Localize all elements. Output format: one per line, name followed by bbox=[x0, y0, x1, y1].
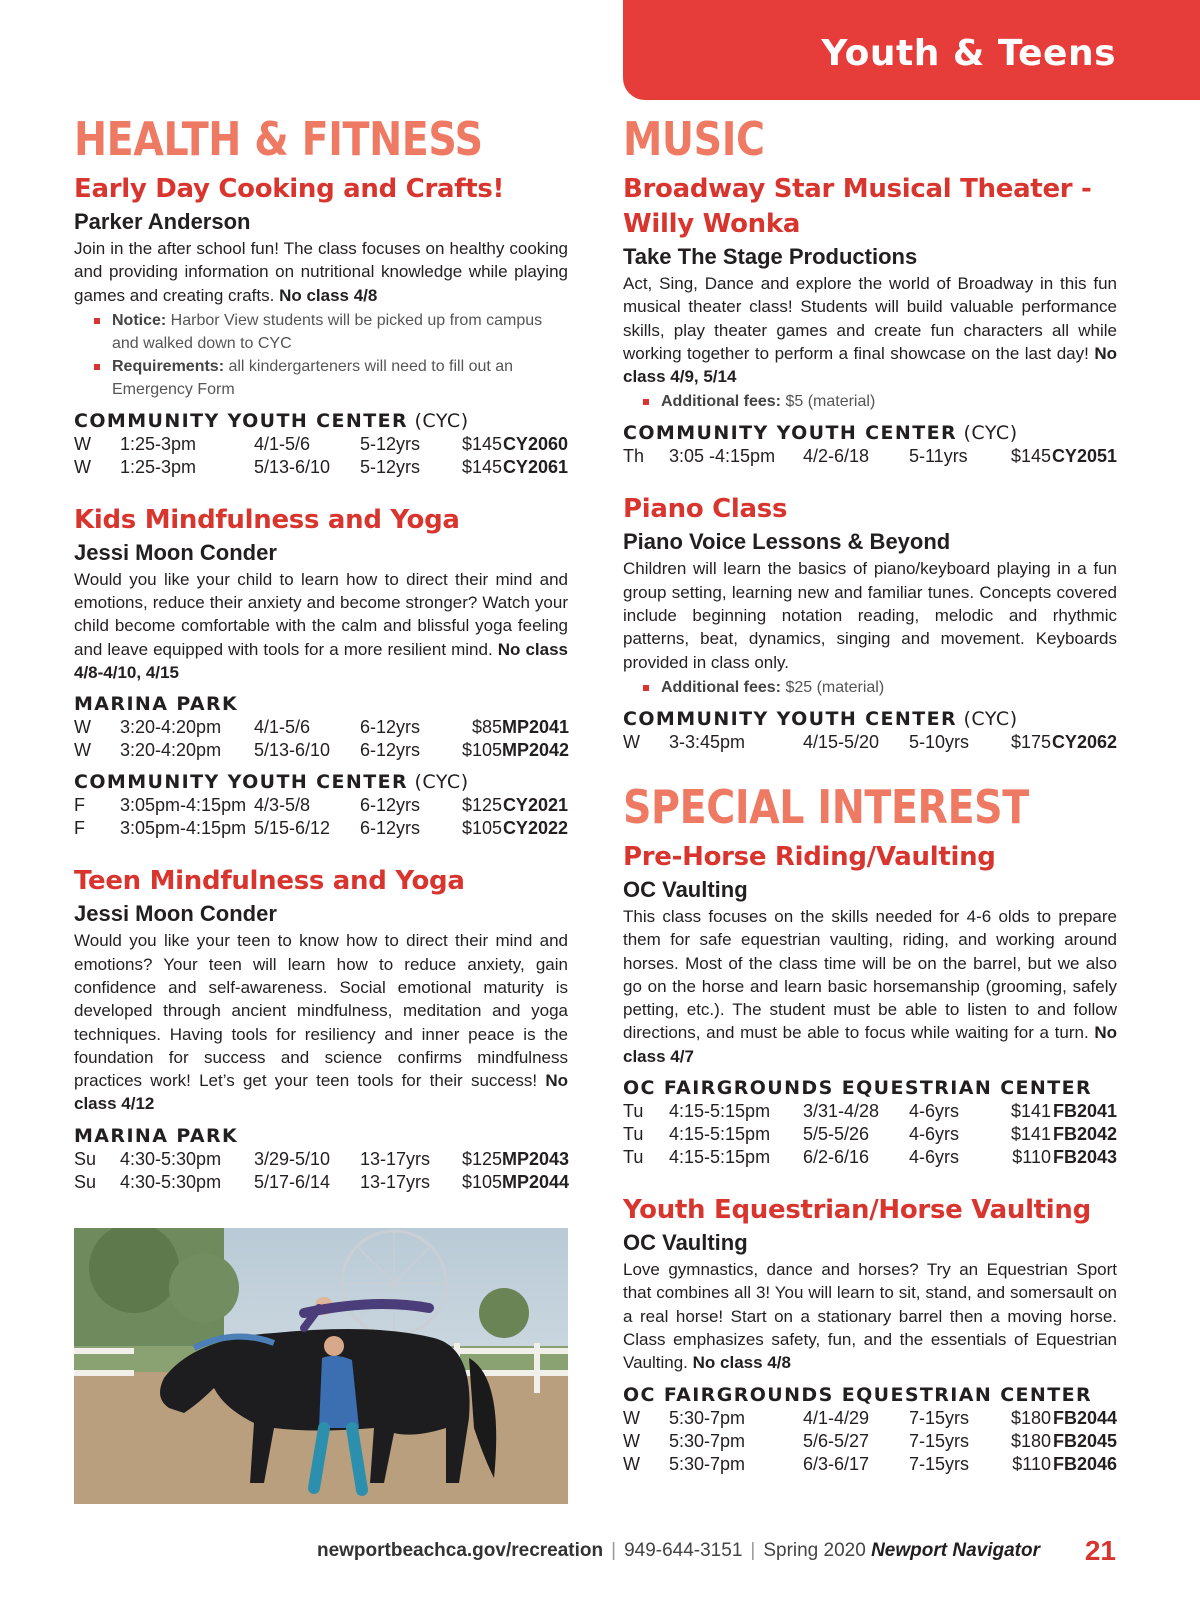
course-description bbox=[74, 237, 568, 307]
venue-name bbox=[74, 409, 568, 433]
schedule-row bbox=[623, 1407, 1117, 1430]
note-item bbox=[643, 390, 1117, 413]
schedule-row bbox=[623, 1100, 1117, 1123]
course-title: Teen Mindfulness and Yoga bbox=[74, 866, 465, 897]
course-instructor: Jessi Moon Conder bbox=[74, 539, 277, 565]
row-course-code[interactable]: CY2022 bbox=[502, 818, 568, 839]
row-time: 5:30-7pm bbox=[669, 1430, 746, 1451]
venue-label: COMMUNITY YOUTH CENTER bbox=[74, 771, 408, 794]
row-time: 5:30-7pm bbox=[669, 1407, 746, 1428]
schedule-row bbox=[623, 1146, 1117, 1169]
row-dates: 3/29-5/10 bbox=[254, 1148, 331, 1169]
no-class-note: No class 4/8 bbox=[692, 1353, 791, 1373]
course-instructor: OC Vaulting bbox=[623, 876, 748, 902]
schedule-row bbox=[74, 716, 568, 739]
course-instructor: Parker Anderson bbox=[74, 209, 251, 234]
venue-label: COMMUNITY YOUTH CENTER bbox=[74, 409, 408, 432]
course-instructor: OC Vaulting bbox=[623, 1230, 748, 1256]
row-day: W bbox=[623, 1430, 640, 1451]
schedule-row bbox=[74, 433, 568, 456]
row-day: W bbox=[623, 731, 640, 752]
note-label: Notice: bbox=[112, 311, 167, 329]
row-price: $145 bbox=[1010, 446, 1051, 467]
note-label: Requirements: bbox=[112, 357, 225, 375]
footer bbox=[0, 1535, 1200, 1575]
schedule-row bbox=[74, 1171, 568, 1194]
venue-name bbox=[623, 707, 1117, 731]
row-price: $125 bbox=[461, 1148, 502, 1169]
course-title: Broadway Star Musical Theater - Willy Wonka bbox=[623, 174, 1092, 239]
section-title: SPECIAL INTEREST bbox=[623, 779, 1029, 834]
row-ages: 5-11yrs bbox=[909, 446, 968, 467]
note-item bbox=[643, 676, 1117, 699]
row-course-code[interactable]: FB2045 bbox=[1052, 1430, 1117, 1451]
description-text: Would you like your teen to know how to direct their mind and emotions? Your teen will learn how to reduce anxiety, gain confidence and self-awareness. Social emotional maturity is developed through ancient mindfulness, meditation and yoga techniques. Having tools for resiliency and inner peace is the foundation for success and science confirms mindfulness practices work! Let’s get your teen tools for their success! bbox=[74, 931, 568, 1091]
row-day: Su bbox=[74, 1148, 97, 1169]
row-course-code[interactable]: FB2041 bbox=[1052, 1101, 1117, 1122]
row-day: F bbox=[74, 795, 85, 816]
row-dates: 5/13-6/10 bbox=[254, 740, 331, 761]
row-ages: 5-12yrs bbox=[360, 456, 421, 477]
schedule-row bbox=[74, 794, 568, 817]
row-course-code[interactable]: CY2060 bbox=[502, 433, 568, 454]
row-dates: 4/1-5/6 bbox=[254, 433, 311, 454]
note-text: $5 (material) bbox=[781, 393, 876, 411]
row-ages: 6-12yrs bbox=[360, 795, 421, 816]
header-tab bbox=[623, 0, 1200, 100]
row-ages: 4-6yrs bbox=[909, 1147, 960, 1168]
note-item bbox=[94, 309, 568, 355]
row-ages: 6-12yrs bbox=[360, 818, 421, 839]
venue-label: COMMUNITY YOUTH CENTER bbox=[623, 422, 957, 445]
row-dates: 4/1-5/6 bbox=[254, 717, 311, 738]
row-day: W bbox=[623, 1407, 640, 1428]
row-ages: 6-12yrs bbox=[360, 740, 421, 761]
tab-title: Youth & Teens bbox=[821, 33, 1116, 74]
row-time: 4:15-5:15pm bbox=[669, 1147, 771, 1168]
description-text: Love gymnastics, dance and horses? Try an Equestrian Sport that combines all 3! You will learn to sit, stand, and somersault on a real horse! Start on a stationary barrel then a moving horse. Class emphasizes safety, fun, and the essentials of Equestrian Vaulting. bbox=[623, 1260, 1117, 1373]
venue-name bbox=[623, 1076, 1117, 1100]
course-block bbox=[74, 503, 568, 840]
page-number: 21 bbox=[1084, 1535, 1116, 1566]
row-ages: 13-17yrs bbox=[360, 1171, 431, 1192]
note-label: Additional fees: bbox=[661, 678, 782, 696]
row-time: 3:20-4:20pm bbox=[120, 740, 222, 761]
venue-abbr: (CYC) bbox=[956, 422, 1018, 445]
no-class-note: No class 4/8-4/10, 4/15 bbox=[74, 639, 568, 683]
footer-magazine: Newport Navigator bbox=[871, 1540, 1040, 1561]
course-description bbox=[623, 1258, 1117, 1374]
row-time: 4:15-5:15pm bbox=[669, 1124, 771, 1145]
no-class-note: No class 4/9, 5/14 bbox=[623, 343, 1117, 387]
row-price: $125 bbox=[461, 795, 502, 816]
row-price: $105 bbox=[461, 818, 502, 839]
row-dates: 5/13-6/10 bbox=[254, 456, 331, 477]
course-description bbox=[74, 568, 568, 684]
schedule-row bbox=[623, 731, 1117, 754]
course-title: Kids Mindfulness and Yoga bbox=[74, 504, 460, 535]
left-column bbox=[74, 110, 568, 1218]
row-dates: 5/15-6/12 bbox=[254, 818, 331, 839]
row-dates: 4/3-5/8 bbox=[254, 795, 311, 816]
course-instructor: Piano Voice Lessons & Beyond bbox=[623, 529, 951, 555]
note-text: Harbor View students will be picked up from campus and walked down to CYC bbox=[112, 311, 543, 352]
venue-label: MARINA PARK bbox=[74, 1124, 239, 1147]
venue-label: OC FAIRGROUNDS EQUESTRIAN CENTER bbox=[623, 1077, 1092, 1100]
row-price: $180 bbox=[1010, 1430, 1051, 1451]
row-time: 3:05pm-4:15pm bbox=[120, 795, 247, 816]
course-notes bbox=[74, 309, 568, 401]
row-dates: 4/2-6/18 bbox=[803, 446, 870, 467]
row-price: $105 bbox=[461, 740, 502, 761]
footer-text: newportbeachca.gov/recreation | 949-644-3151 | Spring 2020 Newport Navigator bbox=[316, 1540, 1040, 1561]
row-course-code[interactable]: CY2062 bbox=[1051, 731, 1117, 752]
no-class-note: No class 4/12 bbox=[74, 1071, 568, 1114]
schedule-row bbox=[74, 739, 568, 762]
description-text: Act, Sing, Dance and explore the world of Broadway in this fun musical theater class! Students will build valuable performance skills, play theater games and create fun characters all while working together to perform a final showcase on the last day! bbox=[623, 274, 1117, 363]
venue-name bbox=[74, 1124, 568, 1148]
row-ages: 5-10yrs bbox=[909, 731, 970, 752]
row-dates: 5/6-5/27 bbox=[803, 1430, 870, 1451]
right-column bbox=[623, 110, 1117, 1500]
row-time: 4:30-5:30pm bbox=[120, 1148, 222, 1169]
no-class-note: No class 4/7 bbox=[623, 1023, 1117, 1066]
schedule-row bbox=[74, 1148, 568, 1171]
venue-name bbox=[623, 1383, 1117, 1407]
row-price: $110 bbox=[1012, 1147, 1051, 1168]
description-text: Join in the after school fun! The class focuses on healthy cooking and providing information on nutritional knowledge while playing games and creating crafts. bbox=[74, 239, 568, 305]
no-class-note: No class 4/8 bbox=[279, 285, 378, 305]
row-ages: 4-6yrs bbox=[909, 1101, 960, 1122]
note-label: Additional fees: bbox=[661, 393, 782, 411]
row-course-code[interactable]: MP2044 bbox=[502, 1171, 570, 1192]
course-block bbox=[623, 172, 1117, 468]
row-price: $145 bbox=[461, 456, 502, 477]
row-day: W bbox=[74, 456, 91, 477]
venue-abbr: (CYC) bbox=[956, 707, 1018, 730]
row-time: 4:15-5:15pm bbox=[669, 1101, 771, 1122]
row-day: Tu bbox=[623, 1124, 644, 1145]
row-time: 4:30-5:30pm bbox=[120, 1171, 222, 1192]
row-dates: 5/17-6/14 bbox=[254, 1171, 331, 1192]
schedule-row bbox=[623, 1430, 1117, 1453]
venue-label: COMMUNITY YOUTH CENTER bbox=[623, 707, 957, 730]
course-title: Piano Class bbox=[623, 494, 788, 525]
row-course-code[interactable]: CY2051 bbox=[1051, 446, 1117, 467]
schedule-row bbox=[623, 1453, 1117, 1476]
row-time: 1:25-3pm bbox=[120, 456, 197, 477]
venue-name bbox=[74, 770, 568, 794]
description-text: Children will learn the basics of piano/keyboard playing in a fun group setting, learning new and familiar tunes. Concepts covered include beginning notation reading, melodic and rhythmic patterns, beat, dynamics, singing and movement. Keyboards provided in class only. bbox=[623, 559, 1117, 672]
course-instructor: Jessi Moon Conder bbox=[74, 901, 277, 927]
course-notes bbox=[623, 390, 1117, 413]
footer-season: Spring 2020 bbox=[763, 1540, 872, 1561]
row-price: $141 bbox=[1010, 1124, 1051, 1145]
row-ages: 7-15yrs bbox=[909, 1430, 970, 1451]
row-price: $180 bbox=[1010, 1407, 1051, 1428]
row-day: W bbox=[74, 433, 91, 454]
venue-name bbox=[623, 421, 1117, 445]
row-dates: 4/15-5/20 bbox=[803, 731, 880, 752]
course-description bbox=[623, 557, 1117, 673]
section-title: MUSIC bbox=[623, 112, 765, 166]
row-time: 3:05pm-4:15pm bbox=[120, 818, 247, 839]
note-item bbox=[94, 355, 568, 401]
row-day: Th bbox=[623, 446, 645, 467]
row-course-code[interactable]: MP2043 bbox=[502, 1148, 570, 1169]
row-ages: 5-12yrs bbox=[360, 433, 421, 454]
course-description bbox=[74, 929, 568, 1115]
row-time: 5:30-7pm bbox=[669, 1453, 746, 1474]
row-price: $175 bbox=[1010, 731, 1051, 752]
row-dates: 3/31-4/28 bbox=[803, 1101, 880, 1122]
row-course-code[interactable]: FB2042 bbox=[1052, 1124, 1117, 1145]
row-day: F bbox=[74, 818, 85, 839]
row-course-code[interactable]: FB2044 bbox=[1052, 1407, 1117, 1428]
venue-abbr: (CYC) bbox=[407, 409, 469, 432]
row-price: $145 bbox=[461, 433, 502, 454]
row-ages: 4-6yrs bbox=[909, 1124, 960, 1145]
row-price: $141 bbox=[1010, 1101, 1051, 1122]
row-day: Su bbox=[74, 1171, 97, 1192]
course-block bbox=[623, 492, 1117, 753]
course-notes bbox=[623, 676, 1117, 699]
row-time: 3-3:45pm bbox=[669, 731, 746, 752]
venue-name bbox=[74, 692, 568, 716]
section-title-health-fitness: HEALTH & FITNESS bbox=[74, 112, 483, 166]
row-dates: 4/1-4/29 bbox=[803, 1407, 870, 1428]
venue-label: OC FAIRGROUNDS EQUESTRIAN CENTER bbox=[623, 1383, 1092, 1406]
schedule-row bbox=[623, 445, 1117, 468]
row-course-code[interactable]: CY2061 bbox=[502, 456, 568, 477]
footer-phone: 949-644-3151 bbox=[624, 1540, 743, 1561]
course-block bbox=[623, 1193, 1117, 1475]
course-block bbox=[623, 840, 1117, 1169]
row-ages: 7-15yrs bbox=[909, 1407, 970, 1428]
course-block bbox=[74, 172, 568, 479]
row-course-code[interactable]: MP2042 bbox=[502, 740, 570, 761]
row-time: 3:05 -4:15pm bbox=[669, 446, 776, 467]
schedule-row bbox=[74, 817, 568, 840]
row-day: W bbox=[74, 740, 91, 761]
row-price: $85 bbox=[471, 717, 502, 738]
row-ages: 13-17yrs bbox=[360, 1148, 431, 1169]
row-price: $105 bbox=[461, 1171, 502, 1192]
course-description bbox=[623, 905, 1117, 1068]
venue-label: MARINA PARK bbox=[74, 693, 239, 716]
row-ages: 6-12yrs bbox=[360, 717, 421, 738]
row-course-code[interactable]: FB2043 bbox=[1052, 1147, 1117, 1168]
row-day: Tu bbox=[623, 1101, 644, 1122]
venue-abbr: (CYC) bbox=[407, 771, 469, 794]
note-text: all kindergarteners will need to fill out an Emergency Form bbox=[112, 357, 514, 398]
course-title: Pre-Horse Riding/Vaulting bbox=[623, 841, 996, 872]
row-dates: 5/5-5/26 bbox=[803, 1124, 870, 1145]
row-day: W bbox=[74, 717, 91, 738]
row-ages: 7-15yrs bbox=[909, 1453, 970, 1474]
description-text: This class focuses on the skills needed for 4-6 olds to prepare them for safe equestrian vaulting, riding, and working around horses. Most of the class time will be on the barrel, but we also go on the horse and learn basic horsemanship (grooming, safely petting, etc.). The student must be able to listen to and follow directions, and must be able to focus while waiting for a turn. bbox=[623, 906, 1117, 1043]
row-dates: 6/3-6/17 bbox=[803, 1453, 870, 1474]
row-time: 1:25-3pm bbox=[120, 433, 197, 454]
row-course-code[interactable]: MP2041 bbox=[502, 717, 570, 738]
row-course-code[interactable]: FB2046 bbox=[1052, 1453, 1117, 1474]
course-title: Youth Equestrian/Horse Vaulting bbox=[623, 1195, 1091, 1226]
row-dates: 6/2-6/16 bbox=[803, 1147, 870, 1168]
note-text: $25 (material) bbox=[781, 678, 885, 696]
description-text: Would you like your child to learn how to direct their mind and emotions, reduce their anxiety and become stronger? Watch your child become comfortable with the calm and blissful yoga feeling and leave equipped with tools for a more resilient mind. bbox=[74, 569, 568, 659]
course-description bbox=[623, 272, 1117, 388]
course-block bbox=[74, 864, 568, 1193]
course-title: Early Day Cooking and Crafts! bbox=[74, 174, 505, 204]
row-day: W bbox=[623, 1453, 640, 1474]
footer-url[interactable]: newportbeachca.gov/recreation bbox=[316, 1540, 604, 1561]
schedule-row bbox=[623, 1123, 1117, 1146]
row-course-code[interactable]: CY2021 bbox=[502, 795, 568, 816]
row-time: 3:20-4:20pm bbox=[120, 717, 222, 738]
course-instructor: Take The Stage Productions bbox=[623, 244, 918, 269]
schedule-row bbox=[74, 456, 568, 479]
row-price: $110 bbox=[1012, 1453, 1051, 1474]
horse-vaulting-photo bbox=[74, 1228, 568, 1504]
row-day: Tu bbox=[623, 1147, 644, 1168]
